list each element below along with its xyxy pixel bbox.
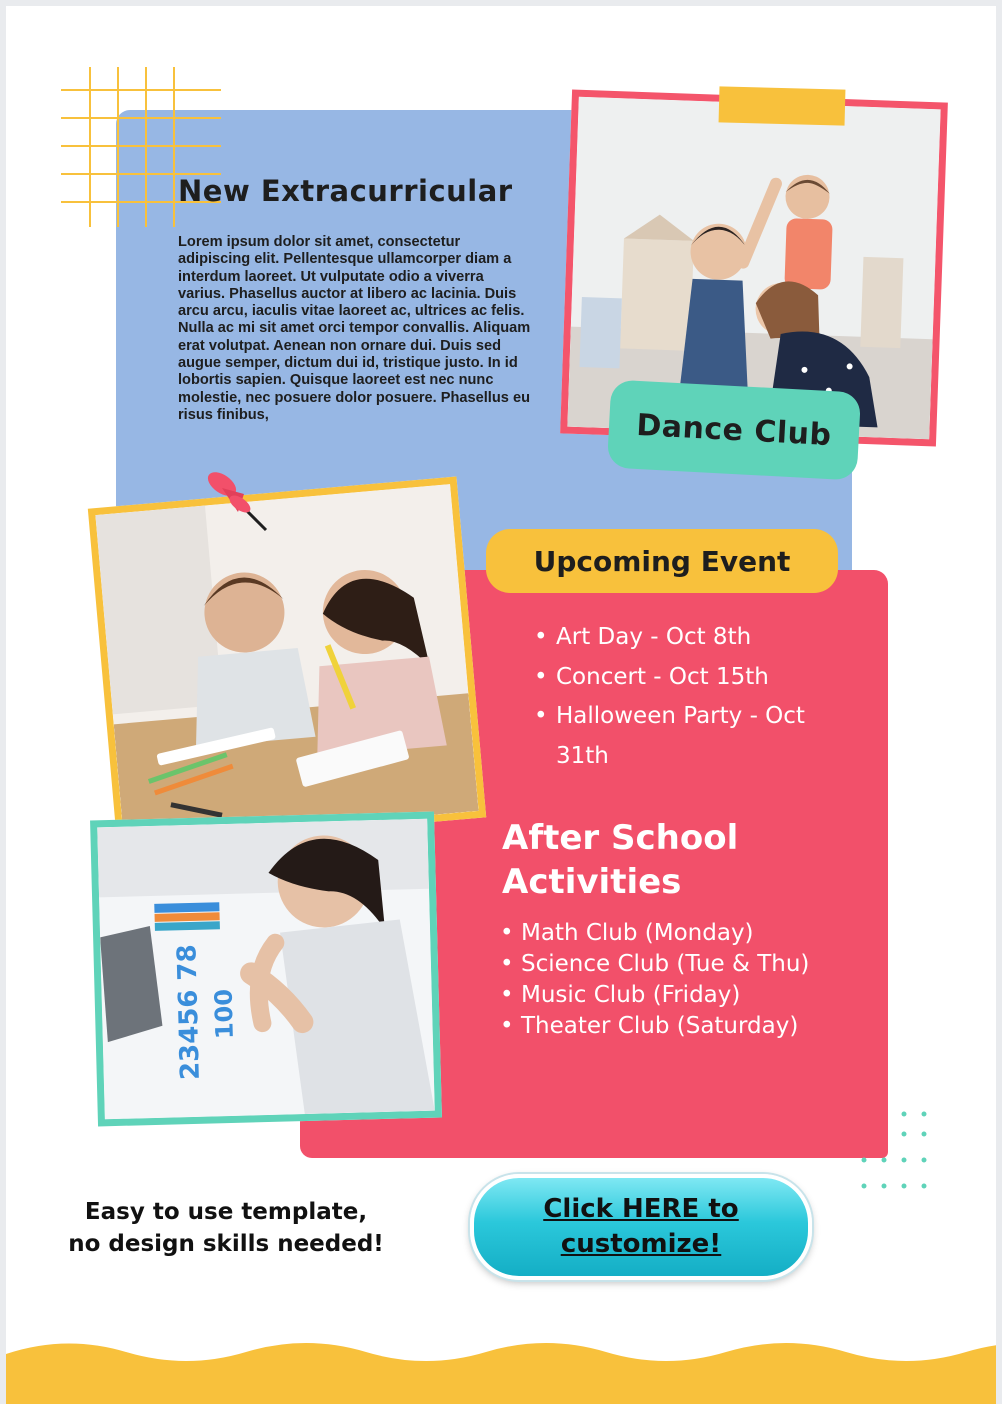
activity-item: • Math Club (Monday) [500, 918, 850, 949]
dance-club-label-text: Dance Club [635, 407, 833, 453]
tagline-line-2: no design skills needed! [68, 1231, 384, 1257]
customize-button-line-1: Click HERE to [543, 1194, 739, 1224]
activity-list [500, 918, 850, 1042]
tape-decoration [719, 86, 846, 125]
svg-text:100: 100 [209, 988, 239, 1040]
push-pin-icon [202, 468, 282, 540]
event-list [534, 618, 854, 776]
dance-club-label [607, 380, 861, 481]
svg-text:23456 78: 23456 78 [172, 943, 206, 1081]
girl-photo-illustration [97, 819, 435, 1120]
kids-drawing-photo [88, 477, 486, 850]
bottom-wave-decoration [6, 1326, 996, 1404]
kids-photo-illustration [95, 484, 478, 842]
tagline-line-1: Easy to use template, [84, 1199, 368, 1225]
page-title: New Extracurricular [178, 174, 513, 208]
intro-paragraph: Lorem ipsum dolor sit amet, consectetur adipiscing elit. Pellentesque ullamcorper diam a interdum laoreet. Ut vulputate odio a viverra varius. Phasellus auctor at libero ac lacinia. Duis arcu arcu, iaculis vitae laoreet ac, ultrices ac felis. Nulla ac mi sit amet orci tempor convallis. Aliquam erat volutpat. Aenean non ornare dui. Duis sed augue semper, dictum dui id, tristique justo. In id lobortis sapien. Quisque laoreet est nec nunc molestie, nec posuere dolor posuere. Phasellus eu risus finibus, [178, 234, 531, 423]
tagline [46, 1196, 406, 1260]
flyer-page [6, 6, 996, 1404]
activity-item: • Music Club (Friday) [500, 980, 850, 1011]
activity-item: • Theater Club (Saturday) [500, 1011, 850, 1042]
event-item: • Art Day - Oct 8th [534, 618, 854, 658]
event-item: • Concert - Oct 15th [534, 658, 854, 698]
after-school-heading: After School Activities [502, 818, 739, 902]
customize-button-line-2: customize! [560, 1229, 722, 1259]
girl-numbers-photo [90, 812, 442, 1127]
event-item: • Halloween Party - Oct 31th [534, 697, 854, 776]
customize-button[interactable] [470, 1174, 812, 1280]
dot-pattern-decoration [860, 1110, 940, 1200]
customize-button-label [543, 1192, 738, 1262]
activity-item: • Science Club (Tue & Thu) [500, 949, 850, 980]
upcoming-event-heading: Upcoming Event [533, 544, 791, 578]
upcoming-event-header [486, 529, 838, 593]
